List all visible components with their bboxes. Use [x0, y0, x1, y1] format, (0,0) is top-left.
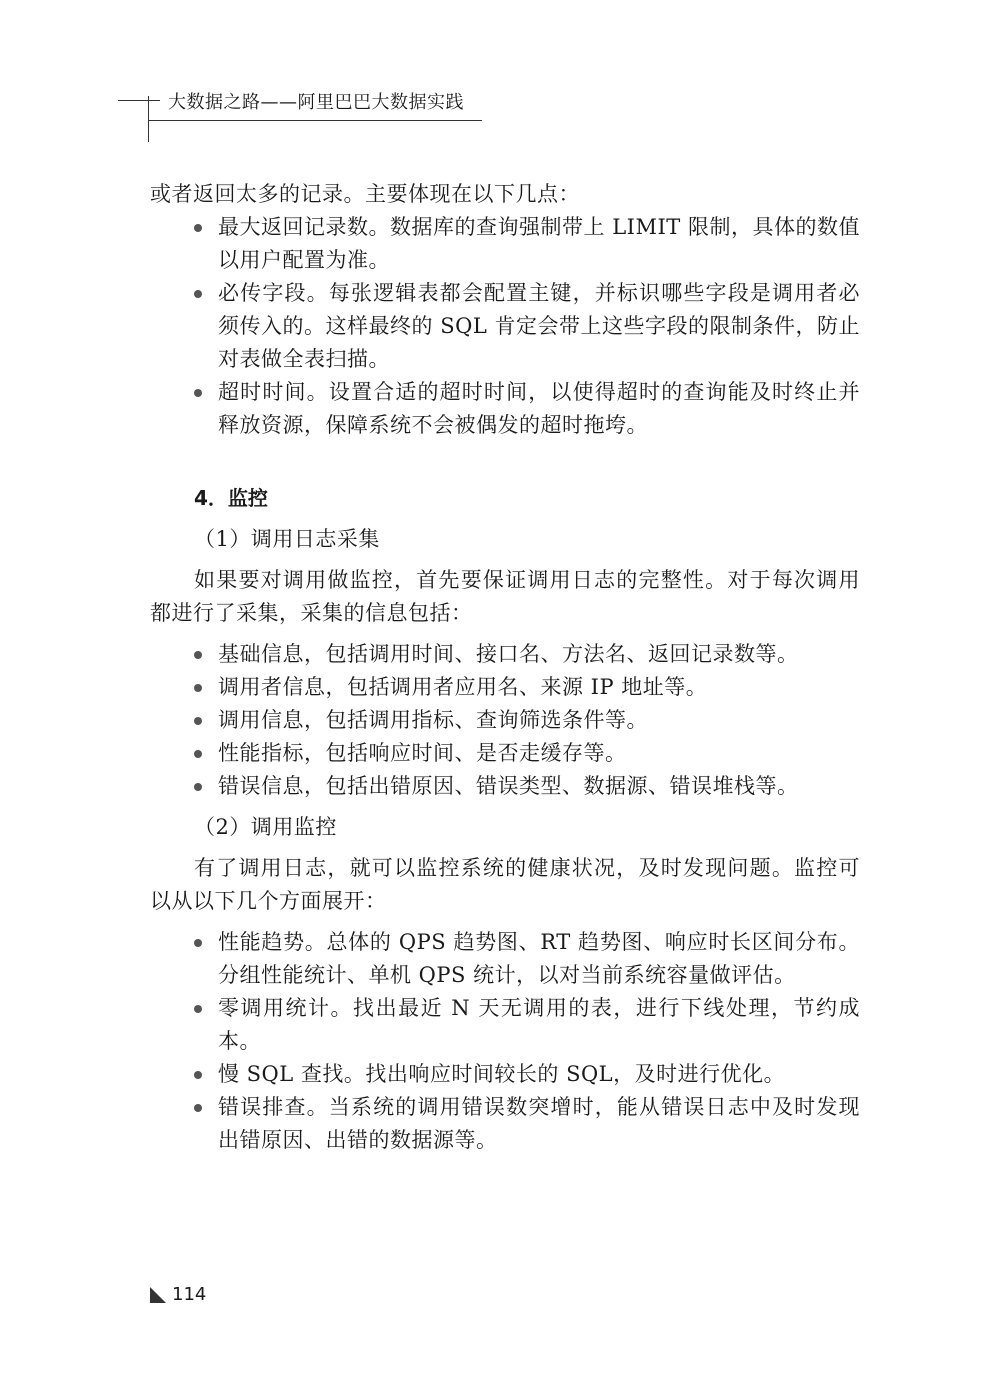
bullet-icon [194, 389, 202, 397]
list-item: 性能趋势。总体的 QPS 趋势图、RT 趋势图、响应时长区间分布。分组性能统计、单机 QPS 统计，以对当前系统容量做评估。 [150, 926, 860, 992]
paragraph: 有了调用日志，就可以监控系统的健康状况，及时发现问题。监控可以从以下几个方面展开： [150, 856, 860, 913]
subsection-title: （2）调用监控 [194, 815, 337, 839]
bullet-icon [194, 750, 202, 758]
bullet-icon [194, 717, 202, 725]
bullet-icon [194, 290, 202, 298]
list-item: 基础信息，包括调用时间、接口名、方法名、返回记录数等。 [150, 638, 860, 671]
page-footer [150, 1284, 206, 1305]
list-item: 错误信息，包括出错原因、错误类型、数据源、错误堆栈等。 [150, 770, 860, 803]
page-number: 114 [172, 1284, 207, 1305]
bullet-icon [194, 224, 202, 232]
log-items-list [150, 638, 860, 803]
list-item: 最大返回记录数。数据库的查询强制带上 LIMIT 限制，具体的数值以用户配置为准。 [150, 211, 860, 277]
list-item: 必传字段。每张逻辑表都会配置主键，并标识哪些字段是调用者必须传入的。这样最终的 SQL 肯定会带上这些字段的限制条件，防止对表做全表扫描。 [150, 277, 860, 376]
header-rule-bottom [148, 120, 482, 121]
list-item: 超时时间。设置合适的超时时间，以使得超时的查询能及时终止并释放资源，保障系统不会被偶发的超时拖垮。 [150, 376, 860, 442]
running-header-title: 大数据之路——阿里巴巴大数据实践 [168, 92, 464, 113]
page-body [150, 178, 860, 1157]
header-rule-vertical [148, 96, 149, 142]
list-item: 性能指标，包括响应时间、是否走缓存等。 [150, 737, 860, 770]
paragraph: 如果要对调用做监控，首先要保证调用日志的完整性。对于每次调用都进行了采集，采集的信息包括： [150, 568, 860, 625]
limit-list [150, 211, 860, 442]
bullet-icon [194, 783, 202, 791]
monitor-items-list [150, 926, 860, 1157]
intro-paragraph: 或者返回太多的记录。主要体现在以下几点： [150, 182, 580, 206]
list-item: 慢 SQL 查找。找出响应时间较长的 SQL，及时进行优化。 [150, 1058, 860, 1091]
subsection-title: （1）调用日志采集 [194, 527, 380, 551]
corner-triangle-icon [150, 1287, 166, 1303]
bullet-icon [194, 939, 202, 947]
bullet-icon [194, 651, 202, 659]
bullet-icon [194, 684, 202, 692]
bullet-icon [194, 1071, 202, 1079]
list-item: 调用信息，包括调用指标、查询筛选条件等。 [150, 704, 860, 737]
list-item: 错误排查。当系统的调用错误数突增时，能从错误日志中及时发现出错原因、出错的数据源等。 [150, 1091, 860, 1157]
bullet-icon [194, 1104, 202, 1112]
section-heading: 4．监控 [194, 486, 268, 510]
list-item: 调用者信息，包括调用者应用名、来源 IP 地址等。 [150, 671, 860, 704]
list-item: 零调用统计。找出最近 N 天无调用的表，进行下线处理，节约成本。 [150, 992, 860, 1058]
bullet-icon [194, 1005, 202, 1013]
header-rule-left [118, 100, 160, 101]
